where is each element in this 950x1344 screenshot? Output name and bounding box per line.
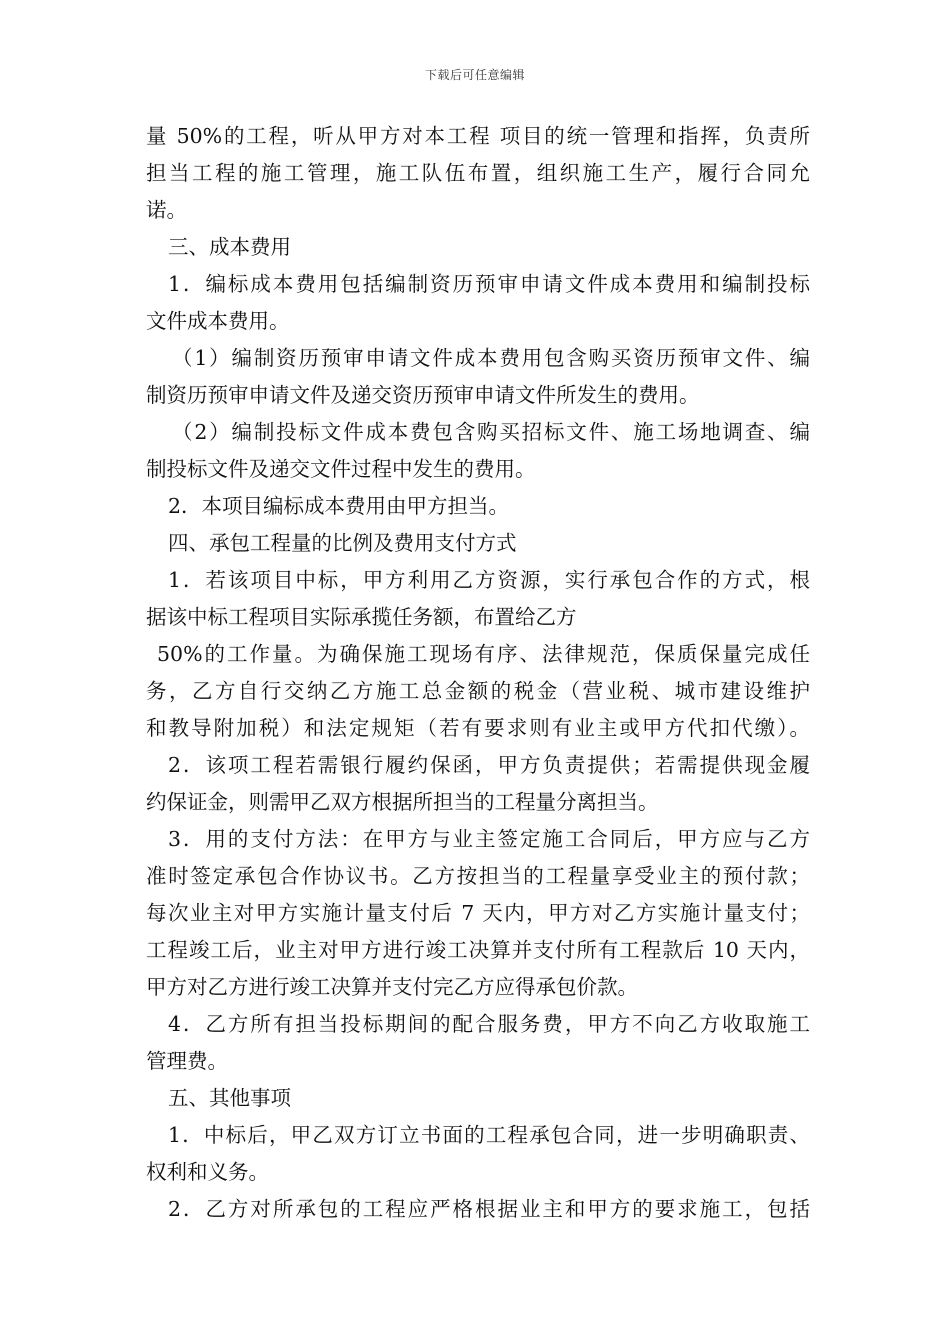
text-line: 据该中标工程项目实际承揽任务额，布置给乙方: [146, 605, 577, 629]
page-header: 下载后可任意编辑: [424, 68, 525, 82]
text-line: 量 50%的工程，听从甲方对本工程 项目的统一管理和指挥，负责所: [146, 124, 810, 148]
text-line: 1．编标成本费用包括编制资历预审申请文件成本费用和编制投标: [168, 272, 810, 296]
text-line: 和教导附加税）和法定规矩（若有要求则有业主或甲方代扣代缴）。: [146, 716, 810, 740]
text-line: 甲方对乙方进行竣工决算并支付完乙方应得承包价款。: [146, 975, 638, 999]
text-line: 1．中标后，甲乙双方订立书面的工程承包合同，进一步明确职责、: [168, 1123, 810, 1147]
text-line: （2）编制投标文件成本费包含购买招标文件、施工场地调查、编: [172, 420, 810, 444]
text-line: 每次业主对甲方实施计量支付后 7 天内，甲方对乙方实施计量支付；: [146, 901, 810, 925]
text-line: 管理费。: [146, 1049, 228, 1073]
text-line: 2．本项目编标成本费用由甲方担当。: [168, 494, 510, 518]
text-line: 文件成本费用。: [146, 309, 290, 333]
section-heading: 三、成本费用: [168, 235, 291, 259]
text-line: 准时签定承包合作协议书。乙方按担当的工程量享受业主的预付款；: [146, 864, 810, 888]
text-line: 务，乙方自行交纳乙方施工总金额的税金（营业税、城市建设维护: [146, 679, 810, 703]
text-line: 制资历预审申请文件及递交资历预审申请文件所发生的费用。: [146, 383, 700, 407]
text-line: 担当工程的施工管理，施工队伍布置，组织施工生产，履行合同允: [146, 161, 810, 185]
text-line: 制投标文件及递交文件过程中发生的费用。: [146, 457, 536, 481]
text-line: 1．若该项目中标，甲方利用乙方资源，实行承包合作的方式，根: [168, 568, 810, 592]
text-line: 2．乙方对所承包的工程应严格根据业主和甲方的要求施工，包括: [168, 1197, 810, 1221]
text-line: 工程竣工后，业主对甲方进行竣工决算并支付所有工程款后 10 天内，: [146, 938, 810, 962]
text-line: 权利和义务。: [146, 1160, 269, 1184]
text-line: 2．该项工程若需银行履约保函，甲方负责提供；若需提供现金履: [168, 753, 810, 777]
document-body: [146, 118, 810, 1228]
text-line: 诺。: [146, 198, 187, 222]
text-line: 50%的工作量。为确保施工现场有序、法律规范，保质保量完成任: [157, 642, 810, 666]
text-line: 4．乙方所有担当投标期间的配合服务费，甲方不向乙方收取施工: [168, 1012, 810, 1036]
section-heading: 四、承包工程量的比例及费用支付方式: [168, 531, 517, 555]
text-line: 约保证金，则需甲乙双方根据所担当的工程量分离担当。: [146, 790, 659, 814]
section-heading: 五、其他事项: [168, 1086, 291, 1110]
text-line: 3．用的支付方法：在甲方与业主签定施工合同后，甲方应与乙方: [168, 827, 810, 851]
text-line: （1）编制资历预审申请文件成本费用包含购买资历预审文件、编: [172, 346, 810, 370]
